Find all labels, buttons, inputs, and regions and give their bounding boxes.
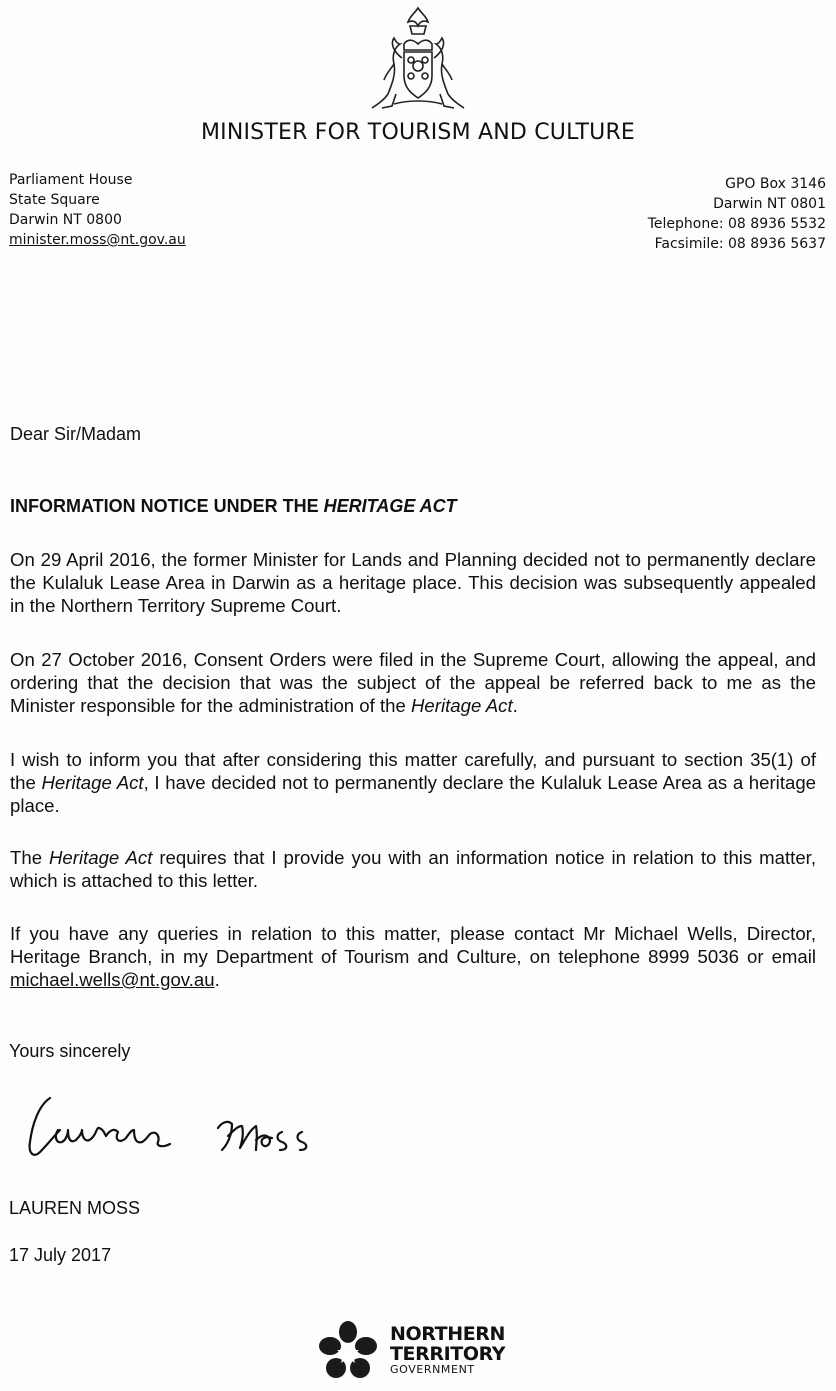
p4-end: requires that I provide you with an information notice in relation to this matter, which is attached to this letter. (10, 847, 816, 891)
p2-end: . (512, 695, 518, 716)
p4-act: Heritage Act (48, 847, 153, 868)
postal-line: Darwin NT 0801 (713, 196, 826, 212)
paragraph-1: On 29 April 2016, the former Minister for Lands and Planning decided not to permanently declare the Kulaluk Lease Area in Darwin as a heritage place. This decision was subsequently appealed in the Northern Territory Supreme Court. (10, 549, 816, 616)
postal-contact (648, 174, 826, 254)
paragraph-5 (10, 922, 816, 991)
closing: Yours sincerely (9, 1041, 131, 1061)
sender-address (9, 170, 186, 250)
notice-heading (10, 496, 457, 517)
minister-email-link[interactable]: minister.moss@nt.gov.au (9, 232, 186, 248)
facsimile: Facsimile: 08 8936 5637 (654, 236, 826, 252)
paragraph-2 (10, 648, 816, 717)
telephone: Telephone: 08 8936 5532 (647, 216, 826, 232)
salutation: Dear Sir/Madam (10, 424, 142, 444)
p5-text: If you have any queries in relation to this matter, please contact Mr Michael Wells, Director, Heritage Branch, in my Department of Tourism and Culture, on telephone 8999 5036 or email (10, 923, 816, 967)
signatory-name: LAUREN MOSS (9, 1198, 141, 1218)
paragraph-4 (10, 846, 816, 892)
contact-email-link[interactable]: michael.wells@nt.gov.au (10, 969, 215, 990)
paragraph-3 (10, 748, 816, 817)
p3-text: I wish to inform you that after considering this matter carefully, and pursuant to section 35(1) of the (10, 749, 816, 793)
address-line: Darwin NT 0800 (9, 212, 122, 228)
logo-line-3: GOVERNMENT (390, 1363, 475, 1376)
heading-text: INFORMATION NOTICE UNDER THE (10, 496, 324, 516)
address-line: State Square (9, 192, 100, 208)
p4-text: The (10, 847, 49, 868)
heading-act: HERITAGE ACT (323, 496, 457, 516)
p3-end: , I have decided not to permanently declare the Kulaluk Lease Area as a heritage place. (10, 772, 817, 816)
logo-line-2: TERRITORY (390, 1343, 506, 1365)
address-line: Parliament House (9, 172, 133, 188)
p5-end: . (214, 969, 220, 990)
letter-date: 17 July 2017 (9, 1245, 112, 1265)
handwritten-signature-icon (10, 1086, 330, 1176)
p2-text: On 27 October 2016, Consent Orders were filed in the Supreme Court, allowing the appeal, and ordering that the decision that was the subject of the appeal be referred back to me as the Minister responsible for the administration of the (10, 649, 816, 716)
office-title: MINISTER FOR TOURISM AND CULTURE (200, 120, 636, 145)
p2-act: Heritage Act (411, 695, 513, 716)
logo-line-1: NORTHERN (390, 1323, 506, 1345)
nt-government-wordmark (390, 1324, 505, 1376)
coat-of-arms-icon (364, 4, 472, 114)
postal-line: GPO Box 3146 (725, 176, 826, 192)
p3-act: Heritage Act (41, 772, 144, 793)
